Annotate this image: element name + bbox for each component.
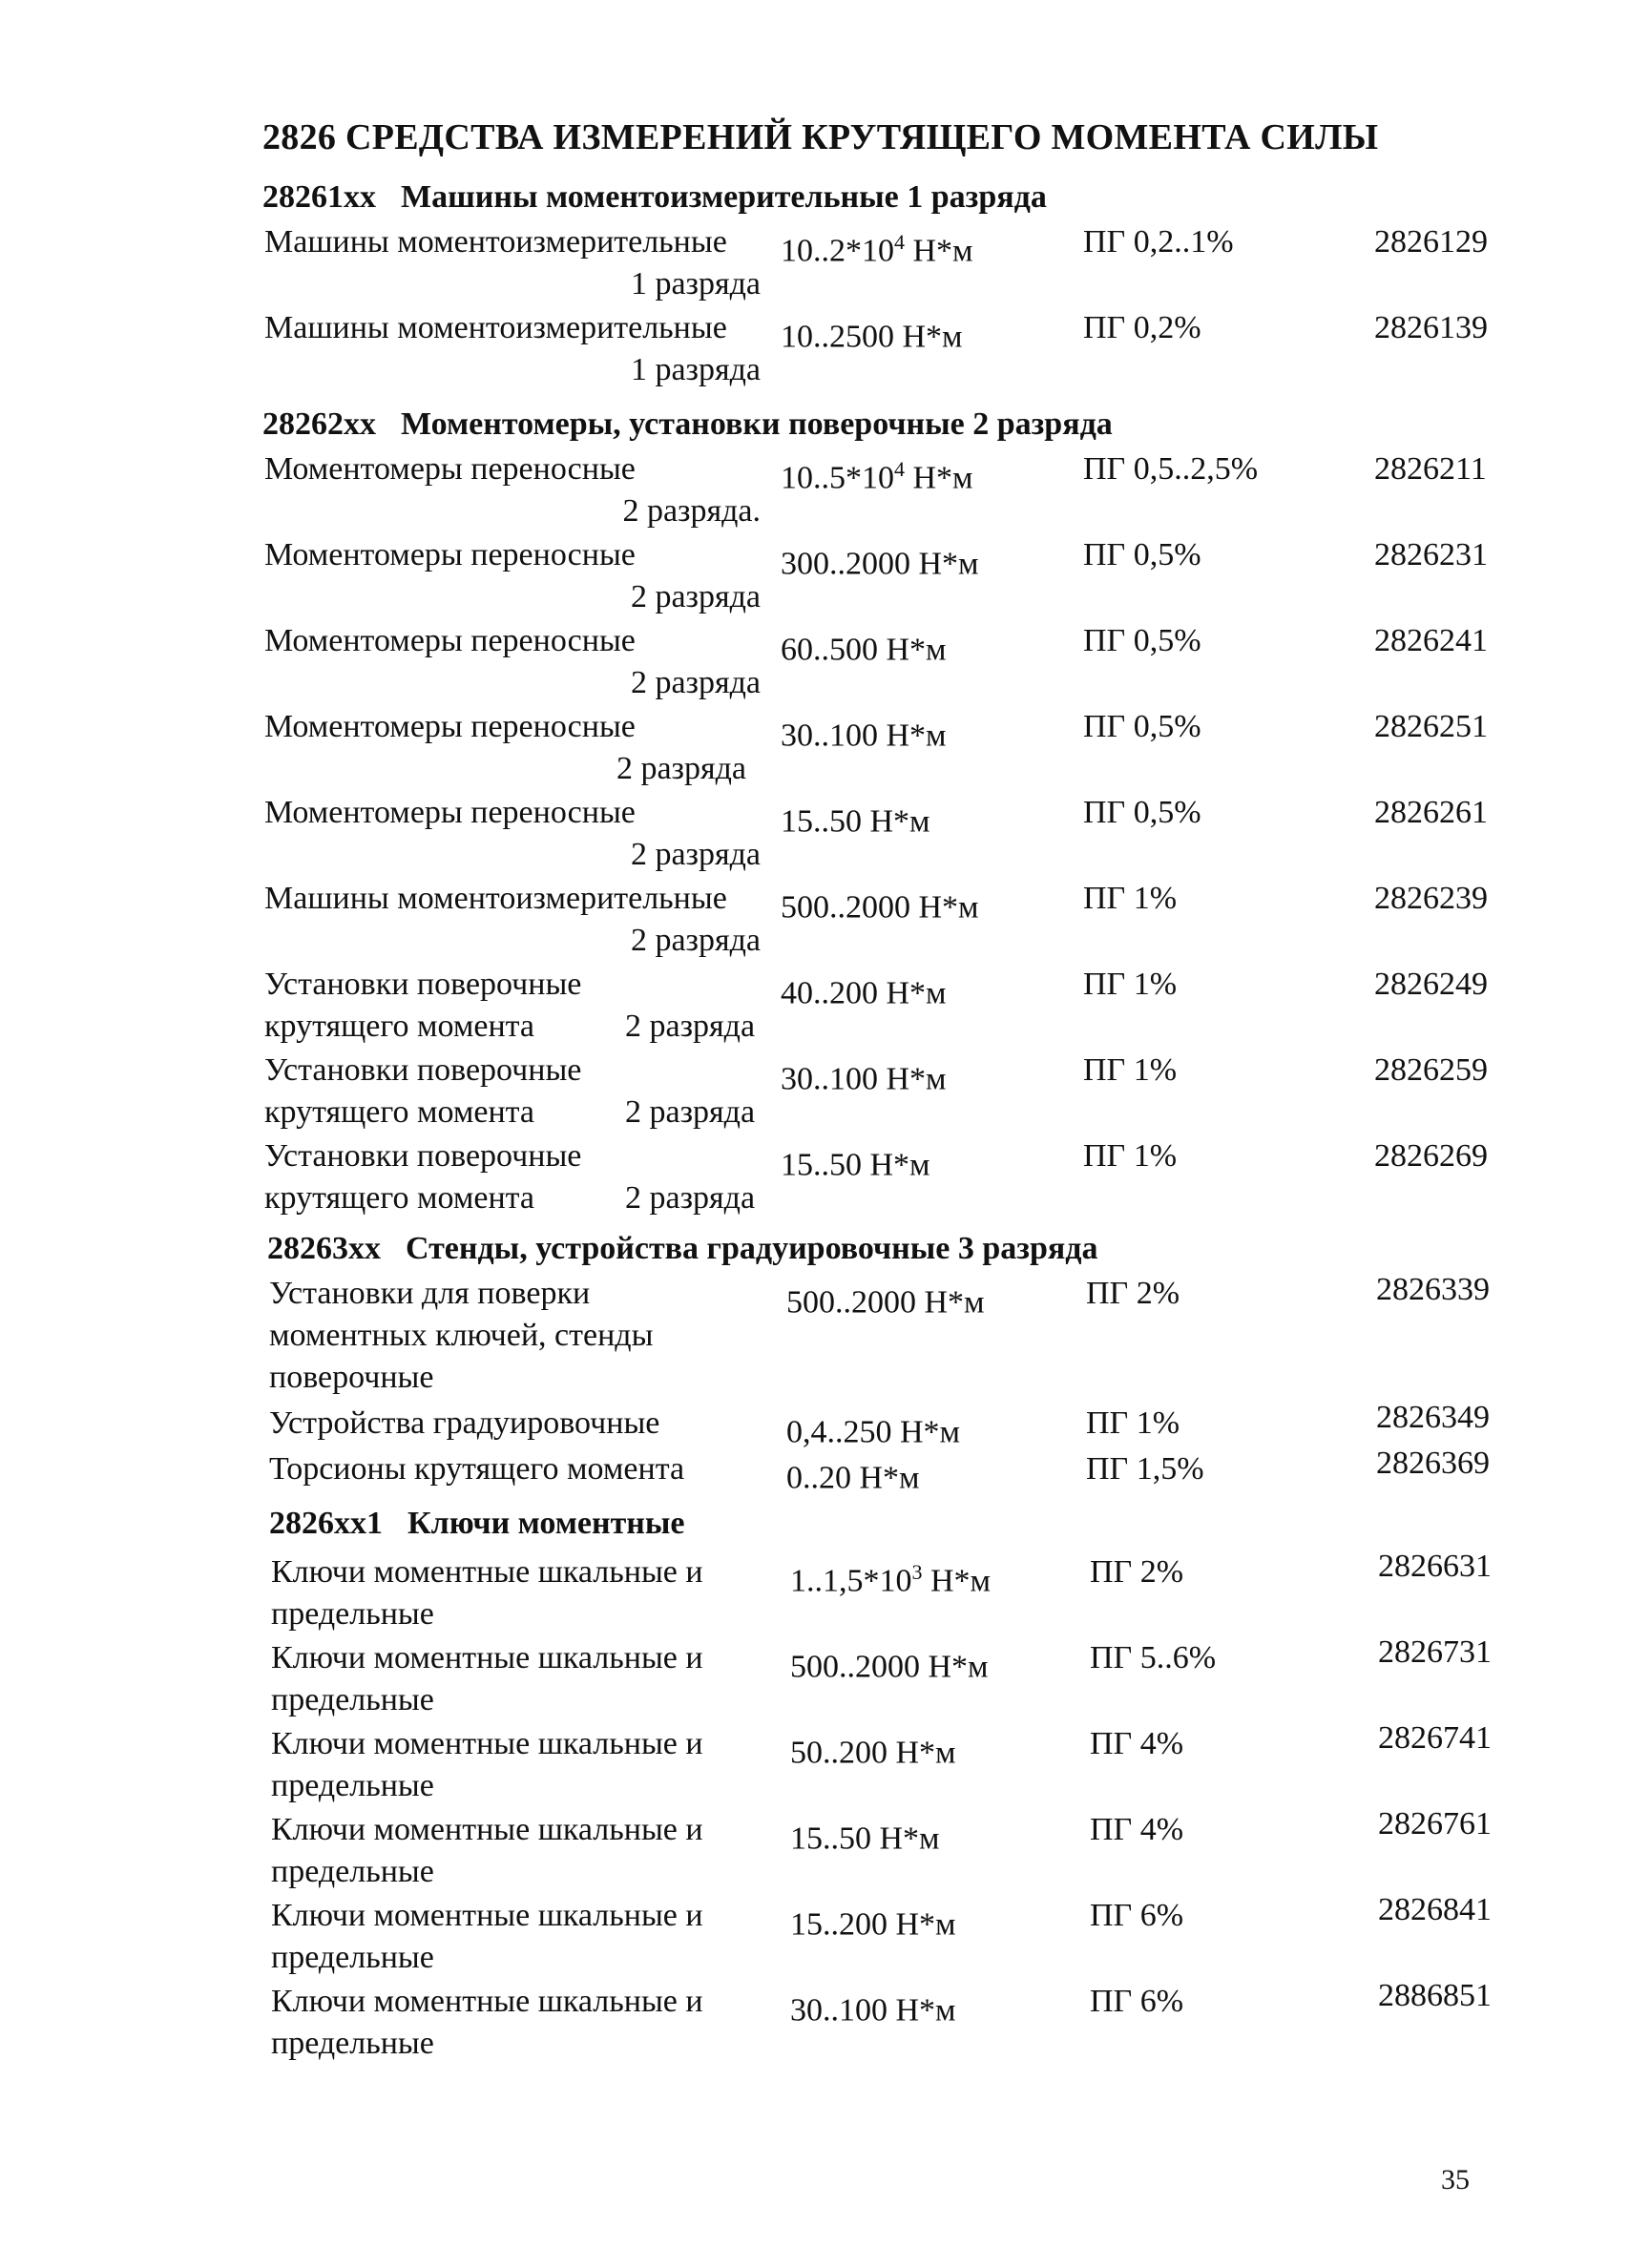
measurement-range: 30..100 Н*м bbox=[781, 718, 947, 754]
instrument-name-line2: моментных ключей, стенды bbox=[269, 1318, 654, 1353]
instrument-code: 2826211 bbox=[1374, 451, 1487, 487]
measurement-range: $10..5*10^4$ Н*м bbox=[781, 457, 973, 496]
instrument-code: 2886851 bbox=[1378, 1978, 1492, 2013]
instrument-name: Моментомеры переносные bbox=[264, 623, 636, 658]
section-heading bbox=[269, 1506, 685, 1542]
section-name: Ключи моментные bbox=[407, 1506, 685, 1541]
accuracy-value: ПГ 4% bbox=[1090, 1812, 1184, 1847]
measurement-range: 30..100 Н*м bbox=[790, 1992, 956, 2029]
instrument-name: Моментомеры переносные bbox=[264, 451, 636, 487]
accuracy-value: ПГ 1% bbox=[1086, 1405, 1180, 1441]
instrument-rank: 2 разряда bbox=[630, 665, 761, 700]
accuracy-value: ПГ 1% bbox=[1083, 967, 1178, 1002]
instrument-name: Установки поверочные bbox=[264, 967, 582, 1002]
instrument-name: Ключи моментные шкальные и bbox=[271, 1726, 703, 1761]
measurement-range: 60..500 Н*м bbox=[781, 632, 947, 668]
instrument-name-line3: поверочные bbox=[269, 1360, 434, 1395]
measurement-range: 300..2000 Н*м bbox=[781, 546, 979, 582]
instrument-name: Ключи моментные шкальные и bbox=[271, 1898, 703, 1933]
accuracy-value: ПГ 0,5..2,5% bbox=[1083, 451, 1259, 487]
measurement-range: 500..2000 Н*м bbox=[781, 889, 979, 926]
accuracy-value: ПГ 5..6% bbox=[1090, 1640, 1217, 1675]
instrument-code: 2826129 bbox=[1374, 224, 1488, 260]
instrument-name: Устройства градуировочные bbox=[269, 1405, 660, 1441]
measurement-range: 15..200 Н*м bbox=[790, 1906, 956, 1943]
instrument-name: Машины моментоизмерительные bbox=[264, 310, 727, 345]
accuracy-value: ПГ 0,5% bbox=[1083, 623, 1201, 658]
section-heading bbox=[262, 406, 1113, 443]
instrument-code: 2826259 bbox=[1374, 1052, 1488, 1088]
measurement-range: 0..20 Н*м bbox=[786, 1460, 920, 1496]
instrument-name-line2: крутящего момента bbox=[264, 1094, 535, 1130]
measurement-range: 40..200 Н*м bbox=[781, 975, 947, 1011]
instrument-rank: 2 разряда bbox=[625, 1094, 756, 1130]
measurement-range: 0,4..250 Н*м bbox=[786, 1414, 961, 1450]
accuracy-value: ПГ 1% bbox=[1083, 1138, 1178, 1174]
instrument-code: 2826251 bbox=[1374, 709, 1488, 744]
instrument-name-line2: крутящего момента bbox=[264, 1180, 535, 1216]
accuracy-value: ПГ 0,2..1% bbox=[1083, 224, 1234, 260]
instrument-rank: 2 разряда bbox=[630, 579, 761, 614]
accuracy-value: ПГ 6% bbox=[1090, 1984, 1184, 2019]
instrument-code: 2826269 bbox=[1374, 1138, 1488, 1174]
accuracy-value: ПГ 0,5% bbox=[1083, 537, 1201, 572]
instrument-name: Ключи моментные шкальные и bbox=[271, 1554, 703, 1590]
measurement-range: 30..100 Н*м bbox=[781, 1061, 947, 1097]
section-name: Стенды, устройства градуировочные 3 разряда bbox=[406, 1231, 1098, 1266]
instrument-rank: 2 разряда. bbox=[622, 493, 761, 529]
instrument-code: 2826249 bbox=[1374, 967, 1488, 1002]
instrument-name-line2: предельные bbox=[271, 1596, 434, 1632]
instrument-name: Моментомеры переносные bbox=[264, 537, 636, 572]
instrument-name: Установки поверочные bbox=[264, 1138, 582, 1174]
instrument-name: Моментомеры переносные bbox=[264, 795, 636, 830]
measurement-range: 500..2000 Н*м bbox=[790, 1649, 989, 1685]
instrument-code: 2826231 bbox=[1374, 537, 1488, 572]
instrument-code: 2826631 bbox=[1378, 1549, 1492, 1584]
accuracy-value: ПГ 6% bbox=[1090, 1898, 1184, 1933]
page-number: 35 bbox=[1441, 2164, 1470, 2195]
section-name: Машины моментоизмерительные 1 разряда bbox=[401, 179, 1047, 215]
instrument-code: 2826261 bbox=[1374, 795, 1488, 830]
accuracy-value: ПГ 0,2% bbox=[1083, 310, 1201, 345]
accuracy-value: ПГ 4% bbox=[1090, 1726, 1184, 1761]
instrument-code: 2826369 bbox=[1376, 1446, 1490, 1481]
instrument-code: 2826349 bbox=[1376, 1400, 1490, 1435]
measurement-range: $10..2*10^4$ Н*м bbox=[781, 230, 973, 269]
measurement-range: 10..2500 Н*м bbox=[781, 319, 963, 355]
instrument-name-line2: предельные bbox=[271, 1940, 434, 1975]
instrument-name: Установки поверочные bbox=[264, 1052, 582, 1088]
instrument-rank: 2 разряда bbox=[625, 1180, 756, 1216]
instrument-name: Торсионы крутящего момента bbox=[269, 1451, 685, 1487]
section-code: 28263xx bbox=[267, 1231, 381, 1266]
section-code: 28262xx bbox=[262, 406, 376, 442]
instrument-name-line2: предельные bbox=[271, 1682, 434, 1717]
instrument-name-line2: крутящего момента bbox=[264, 1009, 535, 1044]
measurement-range: 15..50 Н*м bbox=[790, 1821, 940, 1857]
instrument-code: 2826741 bbox=[1378, 1720, 1492, 1756]
section-heading bbox=[262, 179, 1047, 216]
instrument-rank: 2 разряда bbox=[630, 837, 761, 872]
page-title: 2826 СРЕДСТВА ИЗМЕРЕНИЙ КРУТЯЩЕГО МОМЕНТА СИЛЫ bbox=[262, 117, 1379, 157]
instrument-code: 2826761 bbox=[1378, 1806, 1492, 1841]
measurement-range: 15..50 Н*м bbox=[781, 1147, 930, 1183]
instrument-code: 2826239 bbox=[1374, 881, 1488, 916]
instrument-code: 2826241 bbox=[1374, 623, 1488, 658]
instrument-rank: 2 разряда bbox=[616, 751, 746, 786]
instrument-rank: 2 разряда bbox=[630, 923, 761, 958]
instrument-name: Ключи моментные шкальные и bbox=[271, 1812, 703, 1847]
instrument-rank: 1 разряда bbox=[630, 352, 761, 387]
instrument-name: Установки для поверки bbox=[269, 1276, 591, 1311]
section-code: 28261xx bbox=[262, 179, 376, 215]
instrument-code: 2826339 bbox=[1376, 1272, 1490, 1307]
accuracy-value: ПГ 1% bbox=[1083, 881, 1178, 916]
instrument-name: Машины моментоизмерительные bbox=[264, 224, 727, 260]
measurement-range: $1..1,5*10^3$ Н*м bbox=[790, 1560, 992, 1599]
accuracy-value: ПГ 1,5% bbox=[1086, 1451, 1204, 1487]
measurement-range: 15..50 Н*м bbox=[781, 803, 930, 840]
accuracy-value: ПГ 0,5% bbox=[1083, 795, 1201, 830]
instrument-code: 2826841 bbox=[1378, 1892, 1492, 1927]
instrument-name-line2: предельные bbox=[271, 2026, 434, 2061]
instrument-name: Ключи моментные шкальные и bbox=[271, 1984, 703, 2019]
instrument-name-line2: предельные bbox=[271, 1854, 434, 1889]
instrument-name: Машины моментоизмерительные bbox=[264, 881, 727, 916]
instrument-code: 2826731 bbox=[1378, 1634, 1492, 1670]
instrument-code: 2826139 bbox=[1374, 310, 1488, 345]
instrument-rank: 2 разряда bbox=[625, 1009, 756, 1044]
section-name: Моментомеры, установки поверочные 2 разряда bbox=[401, 406, 1113, 442]
instrument-rank: 1 разряда bbox=[630, 266, 761, 302]
accuracy-value: ПГ 0,5% bbox=[1083, 709, 1201, 744]
accuracy-value: ПГ 1% bbox=[1083, 1052, 1178, 1088]
measurement-range: 50..200 Н*м bbox=[790, 1735, 956, 1771]
instrument-name: Моментомеры переносные bbox=[264, 709, 636, 744]
instrument-name-line2: предельные bbox=[271, 1768, 434, 1803]
section-code: 2826xx1 bbox=[269, 1506, 383, 1541]
section-heading bbox=[267, 1231, 1097, 1267]
accuracy-value: ПГ 2% bbox=[1086, 1276, 1180, 1311]
measurement-range: 500..2000 Н*м bbox=[786, 1284, 985, 1321]
accuracy-value: ПГ 2% bbox=[1090, 1554, 1184, 1590]
instrument-name: Ключи моментные шкальные и bbox=[271, 1640, 703, 1675]
